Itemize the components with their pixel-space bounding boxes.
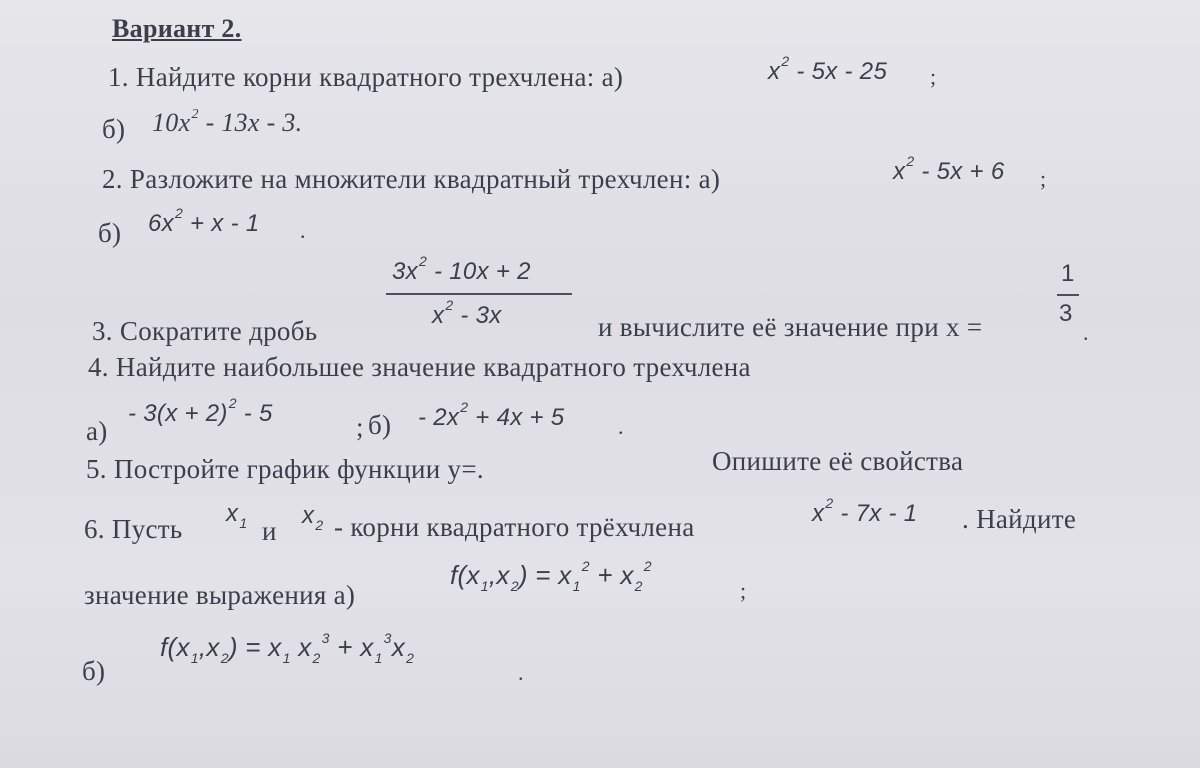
q2-end: . [300,218,306,243]
q1-label-b: б) [102,114,126,144]
q4-sep: ; [356,412,364,442]
q6-text3: . Найдите [962,504,1077,534]
q4-label-b: б) [368,410,392,440]
q3-text2: и вычислите её значение при x = [598,312,983,342]
q6-x1: $x_1$ [226,500,248,531]
q4-end: . [618,414,624,439]
q1-expr-a: $x^2 - 5x - 25$ [768,53,888,85]
q3-end: . [1083,320,1089,345]
value-fraction-bar [1057,294,1079,296]
q2-expr-a: $x^2 - 5x + 6$ [893,153,1005,185]
q2-label-b: б) [98,218,122,248]
q4-expr-b: - $2x^2 + 4x + 5$ [418,399,565,431]
q2-expr-b: $6x^2 + x - 1$ [148,205,260,237]
fraction-bar [386,293,572,295]
q2-text: 2. Разложите на множители квадратный трехчлен: а) [102,164,721,194]
q6-text1: 6. Пусть [84,514,183,544]
q3-value-num: 1 [1061,260,1075,287]
q5-text2: Опишите её свойства [712,446,964,476]
q6-label-b: б) [82,656,106,686]
q1-text: 1. Найдите корни квадратного трехчлена: а) [108,62,624,92]
q6-polynomial: $x^2 - 7x - 1$ [812,495,918,527]
variant-title: Вариант 2. [112,14,242,43]
q2-sep: ; [1040,166,1047,191]
q1-sep: ; [930,64,937,89]
q6-end: . [518,660,524,685]
q6-text2: - корни квадратного трёхчлена [334,512,695,542]
q6-formula-b: $f(x_1,x_2) = x_1$ $x_2^3 + x_1^3x_2$ [160,630,415,666]
q3-denominator: $x^2 - 3x$ [432,297,502,329]
q4-expr-a: - $3(x + 2)^2 - 5$ [128,395,273,427]
q6-and: и [262,516,277,546]
q5-text: 5. Постройте график функции y=. [86,454,484,484]
q1-expr-b: $10x^2 - 13x - 3$. [152,107,303,137]
q3-text: 3. Сократите дробь [92,316,318,346]
q3-numerator: $3x^2 - 10x + 2$ [392,253,531,285]
q6-text4: значение выражения а) [84,580,356,610]
q4-text: 4. Найдите наибольшее значение квадратного трехчлена [88,352,751,382]
q6-sep: ; [740,578,747,603]
q4-label-a: а) [86,416,108,446]
q6-x2: $x_2$ [302,502,324,533]
q3-value-den: 3 [1059,300,1073,327]
q6-formula-a: $f(x_1,x_2) = x_1^2 + x_2^2$ [450,558,652,594]
